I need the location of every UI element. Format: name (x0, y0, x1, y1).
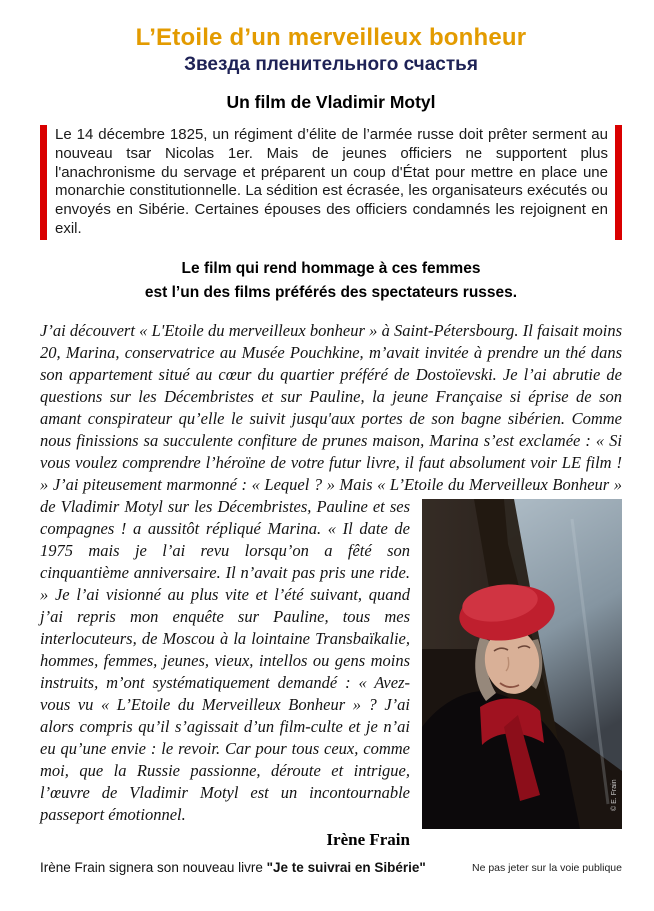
film-byline: Un film de Vladimir Motyl (226, 92, 436, 112)
announcement-text: Irène Frain signera son nouveau livre (40, 859, 267, 875)
author-signature: Irène Frain (326, 829, 410, 849)
photo-credit: © E. Frain (611, 778, 618, 811)
signing-announcement (40, 860, 426, 875)
book-title: "Je te suivrai en Sibérie" (266, 859, 426, 875)
tagline-line2: est l’un des films préférés des spectateurs russes. (144, 283, 518, 301)
portrait-illustration (422, 499, 622, 829)
synopsis-paragraph: Le 14 décembre 1825, un régiment d’élite de l’armée russe doit prêter serment au nouveau tsar Nicolas 1er. Mais de jeunes officiers ne supportent plus l'anachronisme du servage et préparent un coup d'État pour mettre en place une monarchie constitutionnelle. La sédition est écrasée, les organisateurs exécutés ou envoyés en Sibérie. Certaines épouses des officiers condamnés les rejoignent en exil. (40, 125, 622, 240)
film-title-russian: Звезда пленительного счастья (184, 54, 478, 75)
tagline-line1: Le film qui rend hommage à ces femmes (181, 259, 481, 277)
footer (40, 860, 622, 875)
disposal-note: Ne pas jeter sur la voie publique (471, 861, 622, 874)
film-title-french: L’Etoile d’un merveilleux bonheur (135, 24, 527, 51)
irene-frain-photo (422, 499, 622, 829)
essay-part1: J’ai découvert « L'Etoile du merveilleux bonheur » à Saint-Pétersbourg. Il faisait moins 20, Marina, conservatrice au Musée Pouchkine, m’avait invitée à prendre un thé dans son appartement situé au cœur du quartier préféré de Dostoïevski. Je l’ai abrutie de questions sur les Décembristes et sur Pauline, la jeune Française si éprise de son amant conspirateur qu’elle le suivit jusqu'aux portes de son bagne sibérien. Comme nous finissions sa succulente confiture de prunes maison, Marina s’est exclamée : « Si vous voulez comprendre l’héroïne de votre futur livre, il faut absolument voir LE film ! » J’ai piteusement marmonné : « Lequel ? » Mais « L’Etoile du Merveilleux Bonheur » de Vladimir Motyl sur les Décembristes, Pauline et ses (40, 320, 622, 516)
essay-part2: compagnes ! a aussitôt répliqué Marina. « Il date de 1975 mais je l’ai revu lorsqu’on a fêté son cinquantième anniversaire. Il n’avait pas pris une ride. » Je l’ai visionné au plus vite et l’été suivant, quand j’ai repris mon enquête sur Pauline, tous mes interlocuteurs, de Moscou à la lointaine Transbaïkalie, hommes, femmes, jeunes, vieux, intellos ou gens moins instruits, m’ont systématiquement demandé : « Avez-vous vu « L’Etoile du Merveilleux Bonheur » ? J’ai alors compris qu’il s’agissait d’un film-culte et je n’ai eu qu’une envie : le revoir. Car pour tous ceux, comme moi, que la Russie passionne, déroute et intrigue, l’œuvre de Vladimir Motyl est un incontournable passeport émotionnel. (40, 518, 410, 824)
tagline (40, 257, 622, 305)
essay-text (40, 320, 622, 851)
